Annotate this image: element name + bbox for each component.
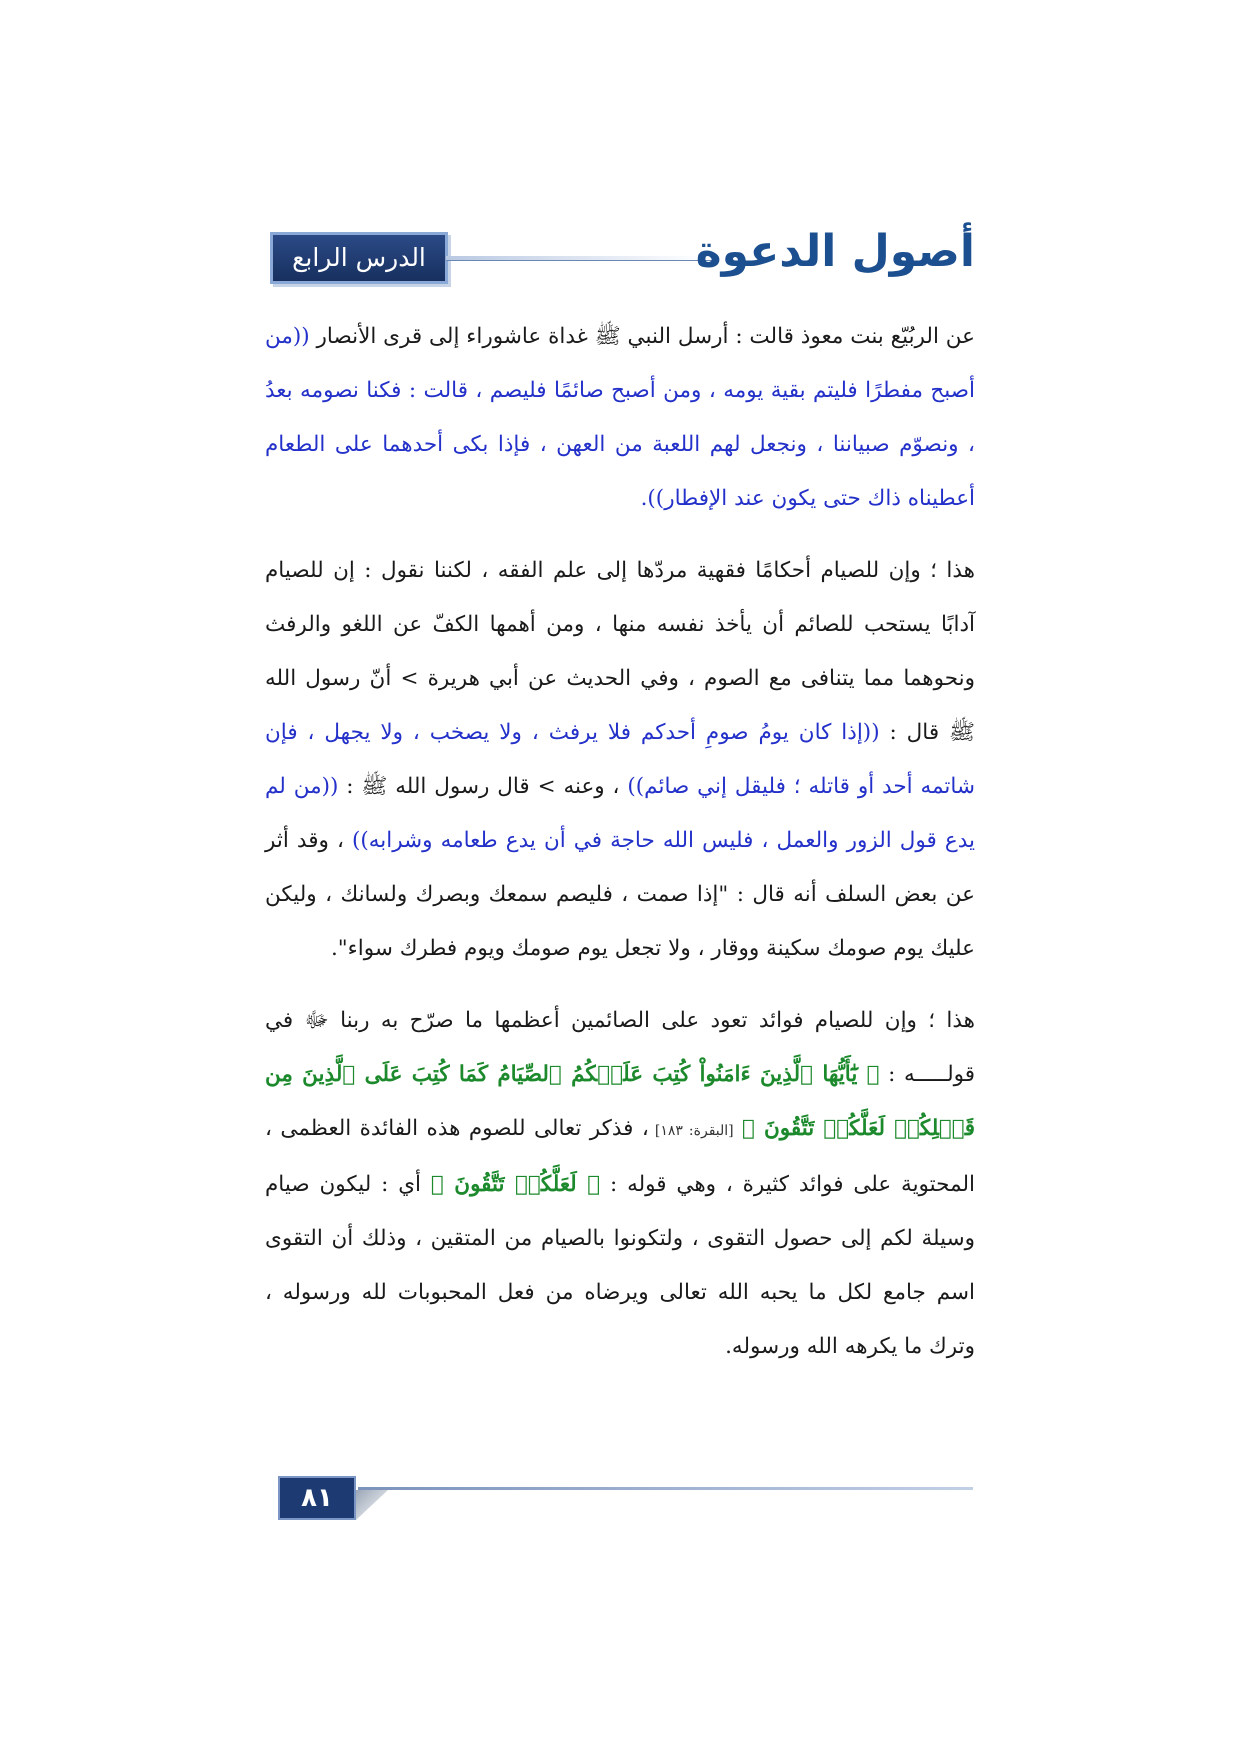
lesson-label: الدرس الرابع [270, 232, 448, 284]
paragraph-2 [265, 544, 975, 976]
hadith-text: ((إذا كان يومُ صومِ أحدكم فلا يرفث ، ولا يصخب ، ولا يجهل ، فإن شاتمه أحد أو قاتله ؛ فليقل إني صائم)) [265, 720, 975, 799]
page-number: ٨١ [278, 1476, 356, 1520]
footer-divider [358, 1487, 973, 1490]
paragraph-3-text: أي : ليكون صيام وسيلة لكم إلى حصول التقوى ، ولتكونوا بالصيام من المتقين ، وذلك أن التقوى اسم جامع لكل ما يحبه الله تعالى ويرضاه من فعل المحبوبات لله ورسوله ، وترك ما يكرهه الله ورسوله. [265, 1172, 975, 1359]
quran-verse: ﴿ لَعَلَّكُمۡ تَتَّقُونَ ﴾ [430, 1172, 601, 1197]
quran-verse: ﴿ يَٰٓأَيُّهَا ٱلَّذِينَ ءَامَنُواْ كُتِبَ عَلَيۡكُمُ ٱلصِّيَامُ كَمَا كُتِبَ عَلَى ٱلَّذِينَ مِن قَبۡلِكُمۡ لَعَلَّكُمۡ تَتَّقُونَ ﴾ [265, 1062, 975, 1141]
paragraph-2-text: ، وقد أثر عن بعض السلف أنه قال : "إذا صمت ، فليصم سمعك وبصرك ولسانك ، وليكن عليك يوم صومك سكينة ووقار ، ولا تجعل يوم صومك ويوم فطرك سواء". [265, 828, 975, 961]
page-body [265, 310, 975, 1392]
page-footer [278, 1476, 973, 1516]
paragraph-2-text: ، وعنه > قال رسول الله ﷺ : [338, 774, 620, 799]
verse-reference: [البقرة: ١٨٣] [648, 1123, 734, 1139]
hadith-text: ((من أصبح مفطرًا فليتم بقية يومه ، ومن أصبح صائمًا فليصم ، قالت : فكنا نصومه بعدُ ، ونصوّم صبياننا ، ونجعل لهم اللعبة من العهن ، فإذا بكى أحدهما على الطعام أعطيناه ذاك حتى يكون عند الإفطار)). [265, 324, 975, 511]
page-header [270, 226, 975, 288]
paragraph-1-intro: عن الربُيّع بنت معوذ قالت : أرسل النبي ﷺ غداة عاشوراء إلى قرى الأنصار [309, 324, 975, 349]
paragraph-2-text: هذا ؛ وإن للصيام أحكامًا فقهية مردّها إلى علم الفقه ، لكننا نقول : إن للصيام آدابًا يستحب للصائم أن يأخذ نفسه منها ، ومن أهمها الكفّ عن اللغو والرفث ونحوهما مما يتنافى مع الصوم ، وفي الحديث عن أبي هريرة > أنّ رسول الله ﷺ قال : [265, 558, 976, 745]
hadith-text: ((من لم يدع قول الزور والعمل ، فليس الله حاجة في أن يدع طعامه وشرابه)) [265, 774, 975, 853]
paragraph-3 [265, 994, 975, 1374]
book-title: أصول الدعوة [695, 226, 975, 277]
paragraph-1 [265, 310, 975, 526]
paragraph-3-text: هذا ؛ وإن للصيام فوائد تعود على الصائمين أعظمها ما صرّح به ربنا ﷻ في قولـــــه : [265, 1008, 976, 1087]
header-divider-thin [446, 260, 716, 261]
paragraph-3-text: ، فذكر تعالى للصوم هذه الفائدة العظمى ، المحتوية على فوائد كثيرة ، وهي قوله : [265, 1116, 975, 1197]
page-number-shadow [356, 1490, 388, 1520]
